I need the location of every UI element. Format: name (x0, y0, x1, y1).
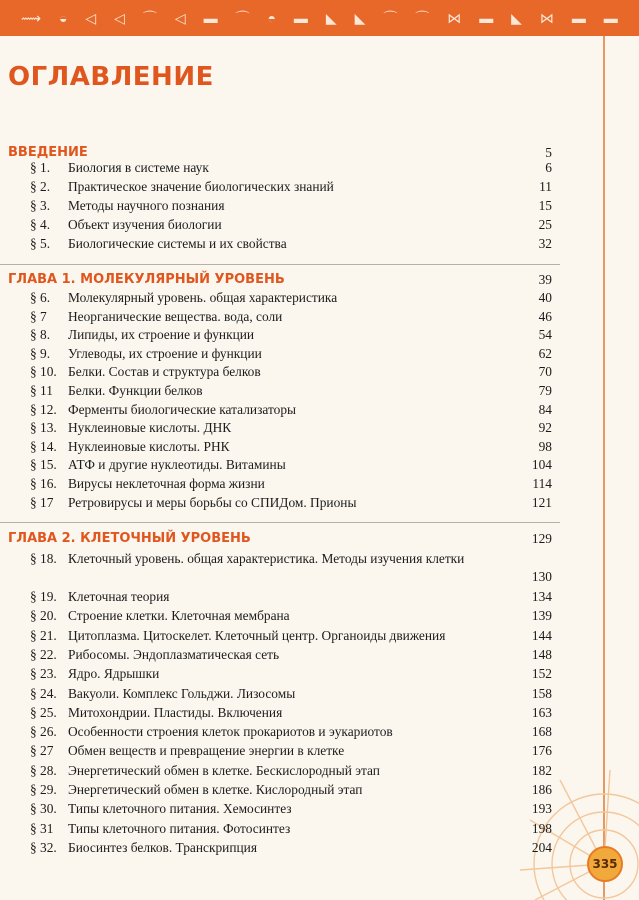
mammal-icon: ▬ (293, 10, 308, 26)
section-title: Клеточный уровень. общая характеристика. Методы изучения клетки (68, 551, 465, 566)
section-number: § 24. (30, 685, 57, 701)
page-reference: 121 (531, 494, 552, 510)
page-reference: 39 (538, 272, 552, 287)
toc-entry (0, 703, 560, 723)
toc-entry (0, 549, 560, 587)
fish-icon: ◁ (85, 10, 97, 26)
toc-entry (0, 722, 560, 742)
turtle-icon: ◒ (59, 10, 68, 26)
toc-entry (0, 684, 560, 704)
toc-entry (0, 158, 560, 178)
page-reference: 70 (538, 364, 552, 380)
section-divider (0, 522, 560, 523)
page-reference: 79 (538, 383, 552, 398)
toc-entry (0, 819, 560, 839)
chapter-heading (0, 270, 560, 290)
toc-entry (0, 626, 560, 646)
page-reference: 46 (538, 308, 552, 324)
section-number: § 10. (30, 364, 57, 380)
section-title: Ядро. Ядрышки (68, 666, 160, 682)
section-title: Биологические системы и их свойства (68, 236, 287, 251)
section-number: § 31 (30, 820, 54, 836)
section-title: Клеточная теория (68, 589, 170, 604)
page-reference: 176 (531, 743, 552, 759)
page-reference: 186 (531, 782, 552, 797)
section-number: § 3. (30, 198, 51, 213)
page-reference: 152 (531, 666, 552, 682)
section-number: § 26. (30, 724, 57, 740)
section-number: § 19. (30, 589, 57, 604)
bird-icon: ⌒ (383, 10, 398, 26)
page-reference: 5 (545, 145, 552, 160)
frog-icon: ◓ (267, 10, 276, 26)
page-reference: 15 (538, 198, 552, 213)
section-title: АТФ и другие нуклеотиды. Витамины (68, 457, 286, 473)
page-reference: 163 (531, 704, 552, 720)
section-number: § 23. (30, 666, 57, 682)
page-reference: 84 (538, 401, 552, 417)
section-number: § 28. (30, 762, 57, 778)
chapter-title: ВВЕДЕНИЕ (8, 145, 88, 160)
section-number: § 20. (30, 608, 57, 624)
toc-entry (0, 799, 560, 819)
toc-entry (0, 741, 560, 761)
toc-entry (0, 344, 560, 364)
page-reference: 134 (531, 589, 552, 604)
section-number: § 1. (30, 160, 51, 175)
page-reference: 198 (531, 820, 552, 836)
section-title: Объект изучения биологии (68, 217, 222, 232)
section-number: § 12. (30, 401, 57, 417)
page-reference: 25 (538, 217, 552, 232)
dinosaur-icon: ◣ (325, 10, 337, 26)
toc-entry (0, 288, 560, 308)
toc-entry (0, 215, 560, 235)
section-title: Энергетический обмен в клетке. Кислородный этап (68, 782, 363, 797)
section-title: Методы научного познания (68, 198, 225, 213)
section-number: § 30. (30, 801, 57, 817)
toc-entry (0, 780, 560, 800)
chapter-title: ГЛАВА 2. КЛЕТОЧНЫЙ УРОВЕНЬ (8, 531, 251, 546)
lizard-icon: ⟿ (20, 10, 42, 26)
toc-entry (0, 606, 560, 626)
bird-icon: ⌒ (235, 10, 250, 26)
toc-entry (0, 761, 560, 781)
section-title: Биология в системе наук (68, 160, 209, 175)
page-reference: 62 (538, 345, 552, 361)
section-title: Углеводы, их строение и функции (68, 345, 262, 361)
page-number-badge: 335 (587, 846, 623, 882)
toc-entry (0, 474, 560, 494)
toc-entry (0, 664, 560, 684)
section-title: Вирусы неклеточная форма жизни (68, 476, 265, 491)
toc-entry (0, 381, 560, 401)
page-reference: 193 (531, 801, 552, 817)
section-number: § 2. (30, 179, 51, 194)
page-reference: 104 (531, 457, 552, 473)
page-reference: 32 (538, 236, 552, 251)
toc-entry (0, 307, 560, 327)
section-title: Цитоплазма. Цитоскелет. Клеточный центр. Органоиды движения (68, 627, 446, 643)
chapter-title: ГЛАВА 1. МОЛЕКУЛЯРНЫЙ УРОВЕНЬ (8, 272, 285, 287)
toc-entry (0, 838, 560, 858)
section-title: Биосинтез белков. Транскрипция (68, 839, 257, 855)
section-title: Типы клеточного питания. Фотосинтез (68, 820, 291, 836)
section-title: Особенности строения клеток прокариотов и эукариотов (68, 724, 393, 740)
animal-banner (0, 0, 639, 36)
section-number: § 14. (30, 438, 57, 454)
section-title: Неорганические вещества. вода, соли (68, 308, 283, 324)
section-title: Строение клетки. Клеточная мембрана (68, 608, 290, 624)
toc-entry (0, 325, 560, 345)
page-reference: 11 (539, 179, 552, 194)
section-number: § 21. (30, 627, 57, 643)
mammal-icon: ▬ (603, 10, 618, 26)
section-title: Энергетический обмен в клетке. Бескислородный этап (68, 762, 380, 778)
toc-entry (0, 400, 560, 420)
dinosaur-icon: ◣ (354, 10, 366, 26)
section-number: § 29. (30, 782, 57, 797)
page-reference: 40 (538, 290, 552, 305)
section-number: § 27 (30, 743, 54, 759)
toc-entry (0, 196, 560, 216)
mammal-icon: ▬ (571, 10, 586, 26)
section-number: § 4. (30, 217, 51, 232)
page-reference: 114 (532, 476, 552, 491)
mammal-icon: ▬ (203, 10, 218, 26)
section-number: § 11 (30, 383, 53, 398)
page-reference: 168 (531, 724, 552, 740)
section-title: Нуклеиновые кислоты. ДНК (68, 420, 232, 436)
chapter-heading (0, 529, 560, 549)
section-number: § 13. (30, 420, 57, 436)
toc-entry (0, 645, 560, 665)
page-reference: 144 (531, 627, 552, 643)
page-reference: 6 (545, 160, 552, 175)
section-number: § 8. (30, 327, 51, 343)
page-reference: 204 (531, 839, 552, 855)
section-number: § 9. (30, 345, 51, 361)
toc-entry (0, 455, 560, 475)
section-title: Нуклеиновые кислоты. РНК (68, 438, 230, 454)
section-title: Рибосомы. Эндоплазматическая сеть (68, 646, 280, 662)
bird-icon: ⌒ (415, 10, 430, 26)
section-title: Липиды, их строение и функции (68, 327, 255, 343)
page-reference: 139 (531, 608, 552, 624)
section-number: § 7 (30, 308, 47, 324)
butterfly-icon: ⋈ (539, 10, 554, 26)
section-divider (0, 264, 560, 265)
toc-entry (0, 418, 560, 438)
toc-entry (0, 177, 560, 197)
bird-icon: ⌒ (142, 10, 157, 26)
page-reference: 92 (538, 420, 552, 436)
page-title: ОГЛАВЛЕНИЕ (8, 62, 214, 92)
section-number: § 16. (30, 476, 57, 491)
dinosaur-icon: ◣ (511, 10, 522, 26)
toc-entry (0, 437, 560, 457)
section-number: § 6. (30, 290, 51, 305)
mammal-icon: ▬ (479, 10, 494, 26)
page-reference: 158 (531, 685, 552, 701)
section-title: Вакуоли. Комплекс Гольджи. Лизосомы (68, 685, 296, 701)
section-title: Белки. Состав и структура белков (68, 364, 261, 380)
section-title: Молекулярный уровень. общая характеристика (68, 290, 338, 305)
section-number: § 17 (30, 494, 54, 510)
section-number: § 22. (30, 646, 57, 662)
section-title: Белки. Функции белков (68, 383, 203, 398)
toc-entry (0, 362, 560, 382)
page-reference: 182 (531, 762, 552, 778)
toc-entry (0, 587, 560, 607)
section-title: Типы клеточного питания. Хемосинтез (68, 801, 292, 817)
page-reference: 130 (531, 569, 552, 584)
section-number: § 5. (30, 236, 51, 251)
section-title: Ферменты биологические катализаторы (68, 401, 297, 417)
section-number: § 25. (30, 704, 57, 720)
page-reference: 129 (531, 531, 552, 546)
toc-entry (0, 234, 560, 254)
page-reference: 148 (531, 646, 552, 662)
section-number: § 18. (30, 551, 57, 566)
fish-icon: ◁ (174, 10, 186, 26)
page-reference: 98 (538, 438, 552, 454)
section-title: Митохондрии. Пластиды. Включения (68, 704, 283, 720)
section-number: § 15. (30, 457, 57, 473)
fish-icon: ◁ (114, 10, 125, 26)
section-title: Обмен веществ и превращение энергии в клетке (68, 743, 345, 759)
page-reference: 54 (538, 327, 552, 343)
section-title: Ретровирусы и меры борьбы со СПИДом. Прионы (68, 494, 357, 510)
toc-entry (0, 493, 560, 513)
section-number: § 32. (30, 839, 57, 855)
butterfly-icon: ⋈ (447, 10, 462, 26)
section-title: Практическое значение биологических знаний (68, 179, 334, 194)
